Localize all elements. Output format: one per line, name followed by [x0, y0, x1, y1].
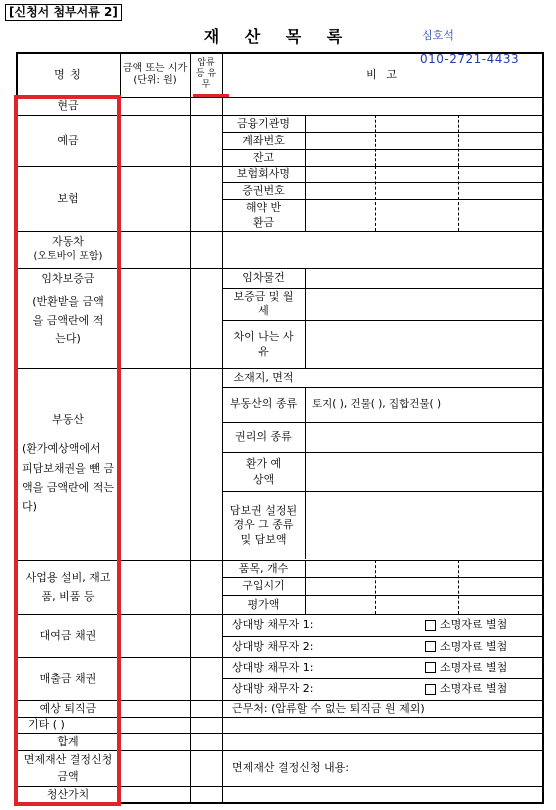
- checkbox[interactable]: [425, 684, 436, 695]
- dashed-divider: [375, 560, 376, 614]
- sales-evidence2[interactable]: [425, 678, 540, 700]
- col-divider: [190, 52, 191, 804]
- loan-evidence2[interactable]: [425, 636, 540, 657]
- row-sales: 매출금 채권: [39, 671, 97, 685]
- lease-deposit-label: [222, 288, 305, 320]
- header-name: 명 칭: [54, 67, 82, 81]
- realty-right-label: 권리의 종류: [235, 430, 292, 444]
- realty-type-text: 부동산의 종류: [229, 397, 298, 411]
- realty-location-label: 소재지, 면적: [233, 370, 294, 384]
- lease-diff-text: 차이 나는 사유: [233, 329, 294, 358]
- deposit-account-label: 계좌번호: [242, 133, 285, 147]
- ins-refund-text: 해약 반환금: [245, 200, 282, 229]
- loan-evidence1[interactable]: [425, 614, 540, 636]
- col-divider: [305, 268, 306, 368]
- checkbox[interactable]: [425, 662, 436, 673]
- header-amount: 금액 또는 시가 (단위: 원): [122, 62, 188, 86]
- highlight-underline: [193, 94, 229, 97]
- equip-date-label: 구입시기: [242, 579, 285, 593]
- lease-diff-label: [222, 320, 305, 368]
- sales-debtor1: 상대방 채무자 1:: [232, 660, 314, 674]
- highlight-box: [14, 95, 121, 806]
- row-cash: 현금: [57, 99, 79, 113]
- row-car-note: (오토바이 포함): [33, 251, 103, 263]
- equip-value-label: 평가액: [247, 597, 280, 611]
- row-realty-note: (환가예상액에서 피담보채권을 뺀 금액을 금액란에 적는다): [22, 442, 115, 514]
- row-other: 기타 ( ): [28, 718, 65, 732]
- loan-debtor1: 상대방 채무자 1:: [232, 618, 314, 632]
- dashed-divider: [375, 115, 376, 166]
- deposit-bank-label: 금융기관명: [236, 116, 291, 130]
- memo-name: 심호석: [422, 29, 454, 42]
- checkbox[interactable]: [425, 620, 436, 631]
- row-realty-label: 부동산: [52, 412, 84, 426]
- severance-note: 근무처: (압류할 수 없는 퇴직금 원 제외): [232, 701, 425, 715]
- memo-phone: 010-2721-4433: [420, 52, 520, 66]
- row-loan: 대여금 채권: [39, 628, 97, 642]
- row-equipment-label: 사업용 설비, 재고품, 비품 등: [25, 570, 111, 603]
- sales-debtor2: 상대방 채무자 2:: [232, 682, 314, 696]
- realty-type-label: [222, 387, 305, 422]
- evidence-label: 소명자료 별첨: [440, 660, 508, 674]
- row-deposit: 예금: [57, 133, 79, 147]
- loan-debtor2: 상대방 채무자 2:: [232, 639, 314, 653]
- ins-policy-label: 증권번호: [242, 183, 285, 197]
- row-liquidation: 청산가치: [46, 788, 90, 802]
- col-divider: [305, 387, 306, 559]
- dashed-divider: [458, 115, 459, 166]
- realty-type-options: 토지( ), 건물( ), 집합건물( ): [312, 397, 442, 410]
- row-lease-label: 임차보증금: [41, 272, 95, 285]
- row-exemption-label: 면제재산 결정신청 금액: [23, 752, 113, 783]
- lease-property-label: 임차물건: [242, 271, 285, 285]
- realty-secured-label: [222, 491, 305, 560]
- realty-value-text: 환가 예상액: [245, 457, 282, 486]
- lease-deposit-text: 보증금 및 월세: [233, 289, 294, 317]
- row-car-label: 자동차: [52, 235, 84, 249]
- attachment-label: [신청서 첨부서류 2]: [5, 4, 122, 21]
- col-divider: [305, 560, 306, 614]
- ins-company-label: 보험회사명: [236, 167, 291, 181]
- evidence-label: 소명자료 별첨: [440, 618, 508, 632]
- row-severance: 예상 퇴직금: [39, 701, 97, 715]
- evidence-label: 소명자료 별첨: [440, 682, 508, 696]
- checkbox[interactable]: [425, 641, 436, 652]
- evidence-label: 소명자료 별첨: [440, 639, 508, 653]
- sales-evidence1[interactable]: [425, 657, 540, 678]
- equip-item-label: 품목, 개수: [238, 561, 289, 575]
- ins-refund-label: [222, 199, 305, 231]
- realty-secured-text: 담보권 설정된 경우 그 종류 및 담보액: [229, 504, 298, 546]
- deposit-balance-label: 잔고: [252, 150, 275, 164]
- header-seizure: 압류 등 유무: [195, 58, 217, 90]
- page-title: 재 산 목 록: [203, 27, 353, 46]
- row-insurance: 보험: [57, 191, 79, 205]
- row-lease-note: (반환받을 금액을 금액란에 적는다): [32, 294, 104, 346]
- row-total: 합계: [57, 734, 79, 748]
- realty-value-label: [222, 452, 305, 491]
- exemption-note: 면제재산 결정신청 내용:: [232, 761, 349, 775]
- header-remarks: 비 고: [366, 67, 400, 81]
- dashed-divider: [458, 560, 459, 614]
